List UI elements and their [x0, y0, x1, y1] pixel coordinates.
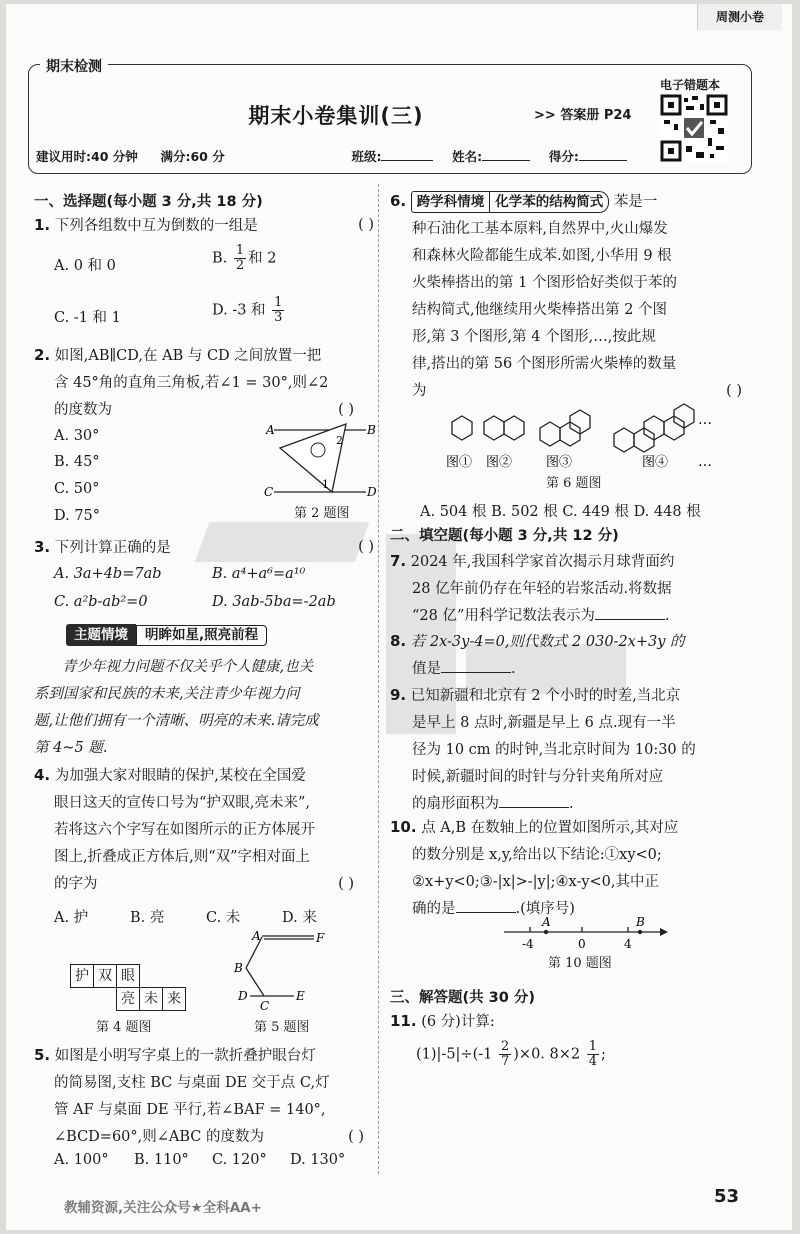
q9-line: 是早上 8 点时,新疆是早上 6 点.现有一半	[412, 715, 676, 731]
axis-tick-4: 4	[624, 937, 632, 951]
q1-b-label: B.	[212, 250, 228, 267]
top-tab: 周测小卷	[697, 4, 782, 30]
q5-line: ∠BCD=60°,则∠ABC 的度数为	[54, 1129, 265, 1145]
column-divider	[378, 184, 379, 1174]
net-cell: 眼	[116, 964, 140, 988]
q1-option-c: C. -1 和 1	[54, 310, 121, 326]
q2-label-b: B	[367, 423, 376, 437]
q2-option-a: A. 30°	[54, 428, 100, 444]
q4-number: 4.	[34, 766, 51, 784]
q8-answer-blank[interactable]	[441, 672, 511, 673]
q1-number: 1.	[34, 216, 51, 234]
axis-tick-neg4: -4	[522, 937, 534, 951]
name-field[interactable]	[482, 160, 530, 161]
q10-line: 点 A,B 在数轴上的位置如图所示,其对应	[421, 820, 679, 836]
q11-expr: )×0. 8×2	[513, 1046, 581, 1063]
workbook-page	[6, 4, 792, 1230]
frac-den: 4	[588, 1054, 598, 1069]
q5-answer-paren[interactable]: ( )	[348, 1129, 364, 1145]
q4-line: 眼日这天的宣传口号为“护双眼,亮未来”,	[54, 795, 311, 811]
q11-number: 11.	[390, 1012, 417, 1030]
q6-fig-label-2: 图②	[486, 455, 513, 470]
net-cell: 护	[70, 964, 94, 988]
q11-text: (6 分)计算:	[421, 1014, 495, 1030]
axis-label-a: A	[542, 915, 551, 929]
q6-line: 火柴棒搭出的第 1 个图形恰好类似于苯的	[412, 275, 677, 291]
q6-number: 6.	[390, 192, 407, 210]
q4-caption: 第 4 题图	[96, 1020, 152, 1035]
q6-ellipsis: …	[698, 412, 712, 428]
q5-options	[54, 1152, 374, 1168]
frac-num: 1	[235, 243, 245, 258]
net-cell: 亮	[116, 987, 140, 1011]
frac-num: 1	[274, 295, 283, 310]
q10-line: .(填序号)	[515, 901, 575, 917]
q9-answer-blank[interactable]	[499, 807, 569, 808]
q6-fig-label-1: 图①	[446, 455, 473, 470]
q10-line: 的数分别是 x,y,给出以下结论:①xy<0;	[412, 847, 662, 863]
q2-figure	[264, 416, 377, 506]
q5-option-c: C. 120°	[212, 1152, 267, 1168]
net-cell: 来	[162, 987, 186, 1011]
q5-label-f: F	[316, 931, 325, 945]
time-info: 建议用时:40 分钟	[36, 149, 138, 164]
q7-line: 2024 年,我国科学家首次揭示月球背面约	[410, 554, 675, 570]
q5-label-d: D	[238, 989, 248, 1003]
q6-line: 结构简式,他继续用火柴棒搭出第 2 个图	[412, 302, 668, 318]
class-field[interactable]	[381, 160, 433, 161]
q6-line: 形,第 3 个图形,第 4 个图形,…,按此规	[412, 329, 656, 345]
q5-line: 管 AF 与桌面 DE 平行,若∠BAF = 140°,	[54, 1102, 326, 1118]
frac-den: 7	[500, 1054, 510, 1069]
q6-line: 为	[412, 383, 427, 399]
q11-fraction-1	[499, 1040, 511, 1069]
axis-tick-0: 0	[578, 937, 586, 951]
question-6	[390, 188, 750, 405]
question-4	[34, 762, 374, 898]
section-answer: 三、解答题(共 30 分)	[390, 990, 536, 1006]
q3-option-a: A. 3a+4b=7ab	[54, 566, 162, 582]
q6-fig-label-4: 图④	[642, 455, 669, 470]
footer-text: 教辅资源,关注公众号★全科AA+	[64, 1200, 262, 1216]
q2-caption: 第 2 题图	[294, 506, 350, 521]
q2-label-d: D	[367, 485, 377, 499]
q5-line: 的简易图,支柱 BC 与桌面 DE 交于点 C,灯	[54, 1075, 330, 1091]
question-9	[390, 682, 750, 818]
axis-label-b: B	[636, 915, 645, 929]
page-number: 53	[714, 1186, 740, 1207]
class-label: 班级:	[351, 149, 382, 164]
q6-line: 苯是一	[613, 194, 658, 210]
score-info: 满分:60 分	[160, 149, 225, 164]
q7-line: 28 亿年前仍存在年轻的岩浆活动.将数据	[412, 581, 672, 597]
q6-fig-label-3: 图③	[546, 455, 573, 470]
net-cell: 双	[93, 964, 117, 988]
q4-option-b: B. 亮	[130, 910, 165, 926]
q1-b-rest: 和 2	[248, 250, 277, 267]
q9-line: 已知新疆和北京有 2 个小时的时差,当北京	[410, 688, 681, 704]
q2-option-d: D. 75°	[54, 508, 101, 524]
section-label: 期末检测	[40, 56, 108, 76]
q11-expr: ;	[601, 1046, 606, 1063]
double-chevron-icon: >>	[534, 108, 561, 123]
theme-header	[66, 624, 267, 646]
page-title: 期末小卷集训(三)	[248, 104, 424, 128]
q8-number: 8.	[390, 632, 407, 650]
q5-option-a: A. 100°	[54, 1152, 109, 1168]
q1-d-fraction	[272, 296, 284, 325]
q11-expr: (1)|-5|÷(-1	[416, 1046, 493, 1063]
q7-end: .	[664, 608, 670, 624]
question-5	[34, 1042, 374, 1151]
theme-line: 第 4~5 题.	[34, 740, 108, 756]
q6-option-c: C. 449 根	[562, 504, 629, 520]
q8-line: 若 2x-3y-4=0,则代数式 2 030-2x+3y 的	[410, 634, 685, 650]
q4-line: 为加强大家对眼睛的保护,某校在全国爱	[54, 768, 306, 784]
q1-option-a: A. 0 和 0	[54, 258, 116, 274]
theme-line: 题,让他们拥有一个清晰、明亮的未来.请完成	[34, 713, 319, 729]
q11-part-1	[416, 1040, 606, 1069]
q5-option-b: B. 110°	[134, 1152, 189, 1168]
q3-option-b: B. a⁴+a⁶=a¹⁰	[212, 566, 306, 582]
question-11	[390, 1008, 750, 1036]
q4-line: 图上,折叠成正方体后,则“双”字相对面上	[54, 849, 311, 865]
section-fill: 二、填空题(每小题 3 分,共 12 分)	[390, 528, 619, 544]
q6-figure	[442, 400, 722, 472]
q9-end: .	[569, 796, 574, 812]
q5-label-a: A	[252, 929, 261, 943]
theme-tag: 主题情境	[66, 624, 136, 646]
q10-answer-blank[interactable]	[456, 912, 516, 913]
q10-line: 确的是	[412, 901, 456, 917]
q5-figure	[228, 928, 328, 1016]
question-7	[390, 548, 750, 630]
q5-line: 如图是小明写字桌上的一款折叠护眼台灯	[54, 1048, 316, 1064]
q4-answer-paren[interactable]: ( )	[338, 876, 354, 892]
info-row	[36, 147, 636, 165]
question-2	[34, 342, 374, 424]
q6-tag-interdisciplinary: 跨学科情境	[411, 191, 491, 213]
question-3	[34, 534, 374, 562]
q1-text: 下列各组数中互为倒数的一组是	[54, 218, 258, 234]
q4-option-a: A. 护	[54, 910, 89, 926]
question-1	[34, 212, 374, 240]
q5-option-d: D. 130°	[290, 1152, 346, 1168]
answer-ref	[534, 104, 631, 123]
q8-line: 值是	[412, 661, 441, 677]
q3-number: 3.	[34, 538, 51, 556]
q4-option-c: C. 未	[206, 910, 241, 926]
section-choice: 一、选择题(每小题 3 分,共 18 分)	[34, 194, 263, 210]
theme-line: 青少年视力问题不仅关乎个人健康,也关	[62, 659, 314, 675]
q1-option-d	[212, 296, 286, 325]
got-label: 得分:	[548, 149, 579, 164]
net-cell: 未	[139, 987, 163, 1011]
q3-option-d: D. 3ab-5ba=-2ab	[212, 594, 336, 610]
frac-num: 2	[500, 1039, 510, 1054]
q2-option-b: B. 45°	[54, 454, 100, 470]
q2-angle-2: 2	[336, 434, 343, 447]
q5-label-c: C	[260, 999, 270, 1013]
q10-caption: 第 10 题图	[548, 956, 612, 971]
q7-answer-blank[interactable]	[595, 619, 665, 620]
q2-number: 2.	[34, 346, 51, 364]
q2-line: 含 45°角的直角三角板,若∠1 = 30°,则∠2	[54, 375, 329, 391]
q9-line: 时候,新疆时间的时针与分针夹角所对应	[412, 769, 664, 785]
qr-code-icon[interactable]	[660, 94, 728, 162]
theme-line: 系到国家和民族的未来,关注青少年视力问	[34, 686, 300, 702]
question-8	[390, 628, 750, 683]
frac-den: 2	[235, 258, 245, 273]
q2-angle-1: 1	[322, 478, 329, 491]
q11-fraction-2	[587, 1040, 599, 1069]
q10-number-line	[500, 916, 670, 956]
q1-b-fraction	[234, 244, 246, 273]
q6-option-a: A. 504 根	[420, 504, 487, 520]
qr-label: 电子错题本	[660, 78, 721, 92]
q4-option-d: D. 来	[282, 910, 317, 926]
q7-line: “28 亿”用科学记数法表示为	[412, 608, 595, 624]
q4-options	[54, 906, 354, 927]
q8-end: .	[511, 661, 516, 677]
q4-line: 若将这六个字写在如图所示的正方体展开	[54, 822, 315, 838]
frac-num: 1	[588, 1039, 598, 1054]
q2-label-c: C	[264, 485, 274, 499]
q7-number: 7.	[390, 552, 407, 570]
q6-line: 种石油化工基本原料,自然界中,火山爆发	[412, 221, 668, 237]
q10-number: 10.	[390, 818, 417, 836]
q1-d-label: D. -3 和	[212, 302, 266, 319]
q1-option-b	[212, 244, 277, 273]
answer-ref-text: 答案册 P24	[560, 108, 632, 123]
question-10	[390, 814, 760, 923]
q6-option-d: D. 448 根	[633, 504, 701, 520]
q6-line: 和森林火险都能生成苯.如图,小华用 9 根	[412, 248, 672, 264]
q2-label-a: A	[266, 423, 275, 437]
q1-answer-paren[interactable]: ( )	[358, 217, 374, 233]
q9-line: 径为 10 cm 的时钟,当北京时间为 10:30 的	[412, 742, 696, 758]
q6-tag-topic: 化学苯的结构简式	[490, 191, 609, 213]
q10-line: ②x+y<0;③-|x|>-|y|;④x-y<0,其中正	[412, 874, 660, 890]
q3-answer-paren[interactable]: ( )	[358, 539, 374, 555]
q9-line: 的扇形面积为	[412, 796, 499, 812]
q5-label-e: E	[296, 989, 305, 1003]
q2-line: 如图,AB∥CD,在 AB 与 CD 之间放置一把	[54, 348, 322, 364]
q2-line: 的度数为	[54, 402, 112, 418]
q6-options	[420, 500, 760, 521]
q5-number: 5.	[34, 1046, 51, 1064]
q6-caption: 第 6 题图	[546, 476, 602, 491]
q2-option-c: C. 50°	[54, 481, 100, 497]
cube-net	[70, 964, 190, 1012]
q6-ellipsis: …	[698, 454, 712, 470]
q6-option-b: B. 502 根	[491, 504, 558, 520]
theme-title: 明眸如星,照亮前程	[136, 625, 267, 646]
q5-caption: 第 5 题图	[254, 1020, 310, 1035]
q9-number: 9.	[390, 686, 407, 704]
theme-paragraph	[34, 654, 374, 762]
got-field[interactable]	[579, 160, 627, 161]
q3-text: 下列计算正确的是	[54, 540, 171, 556]
q6-line: 律,搭出的第 56 个图形所需火柴棒的数量	[412, 356, 677, 372]
q6-answer-paren[interactable]: ( )	[726, 383, 742, 399]
q4-line: 的字为	[54, 876, 98, 892]
q3-option-c: C. a²b-ab²=0	[54, 594, 148, 610]
q2-answer-paren[interactable]: ( )	[338, 402, 354, 418]
q5-label-b: B	[234, 961, 243, 975]
frac-den: 3	[274, 310, 283, 325]
name-label: 姓名:	[452, 149, 483, 164]
